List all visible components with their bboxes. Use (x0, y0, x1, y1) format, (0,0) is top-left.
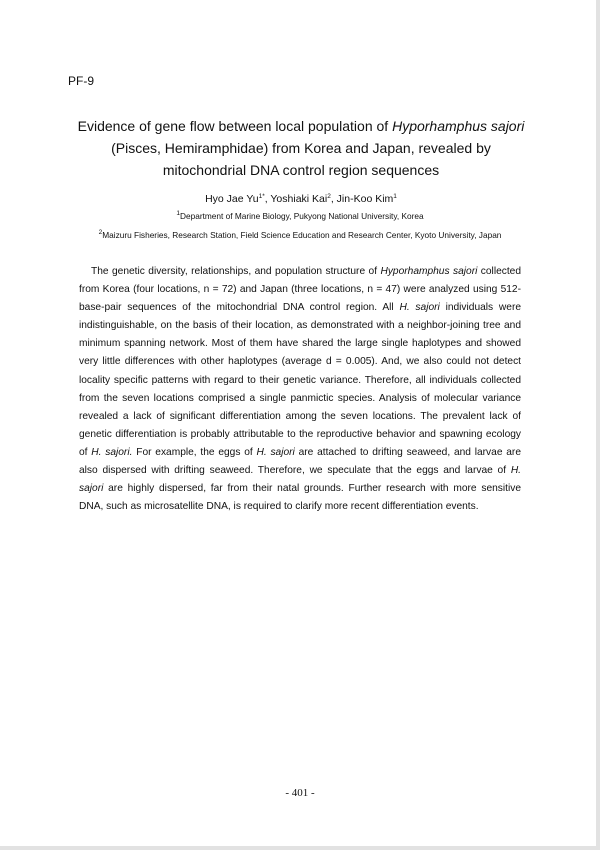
affiliation-1 (60, 211, 540, 221)
abstract-species-3: H. sajori. (91, 446, 133, 458)
affiliation-2-sup: 2 (98, 229, 103, 236)
affiliation-2 (60, 230, 540, 240)
abstract-text-5: are attached to drifting seaweed, and larvae are also dispersed with drifting seaweed. Therefore, we speculate that the eggs and larvae of (79, 446, 521, 477)
abstract-body (79, 263, 521, 516)
abstract-text-2: collected from Korea (four locations, n = 72) and Japan (three locations, n = 47) were analyzed using 512-base-pair sequences of the mitochondrial DNA control region. All (79, 266, 522, 314)
author-1: Hyo Jae Yu (205, 193, 259, 205)
abstract-text-3: individuals were indistinguishable, on the basis of their location, as demonstrated with a neighbor-joining tree and minimum spanning network. Most of them have shared the large single haplotypes and showed very little differences with other haplotypes (average d = 0.005). And, we also could not detect locality specific patterns with regard to their genetic variance. Therefore, all individuals collected from the seven locations comprised a single panmictic species. Analysis of molecular variance revealed a lack of significant differentiation among the seven locations. The prevalent lack of genetic differentiation is probably attributable to the reproductive behavior and spawning ecology of (79, 302, 522, 458)
title-species: Hyporhamphus sajori (392, 118, 525, 134)
affiliation-2-text: Maizuru Fisheries, Research Station, Field Science Education and Research Center, Kyoto University, Japan (102, 230, 502, 240)
affiliation-1-sup: 1 (176, 210, 180, 217)
abstract-text-1: The genetic diversity, relationships, and population structure of (91, 266, 381, 277)
abstract-species-5: H. sajori (79, 465, 521, 495)
abstract-text-4: For example, the eggs of (132, 446, 257, 458)
abstract-species-1: Hyporhamphus sajori (380, 266, 478, 277)
abstract-species-2: H. sajori (399, 302, 440, 314)
author-3-sup: 1 (393, 193, 397, 200)
affiliation-1-text: Department of Marine Biology, Pukyong National University, Korea (179, 211, 424, 221)
session-code: PF-9 (68, 74, 95, 88)
author-2: , Yoshiaki Kai (264, 193, 328, 205)
author-3: , Jin-Koo Kim (330, 193, 394, 205)
title-text-2: (Pisces, Hemiramphidae) from Korea and Japan, revealed by mitochondrial DNA control region sequences (111, 140, 491, 178)
title-text-1: Evidence of gene flow between local population of (77, 118, 393, 134)
abstract-species-4: H. sajori (256, 446, 295, 458)
abstract-text-6: are highly dispersed, far from their natal grounds. Further research with more sensitive DNA, such as microsatellite DNA, is required to clarify more recent differentiation events. (79, 483, 521, 513)
paper-title (70, 115, 532, 181)
author-list (70, 193, 532, 205)
author-1-sup: 1* (258, 193, 265, 200)
author-2-sup: 2 (327, 193, 331, 200)
page-number: - 401 - (285, 787, 315, 799)
